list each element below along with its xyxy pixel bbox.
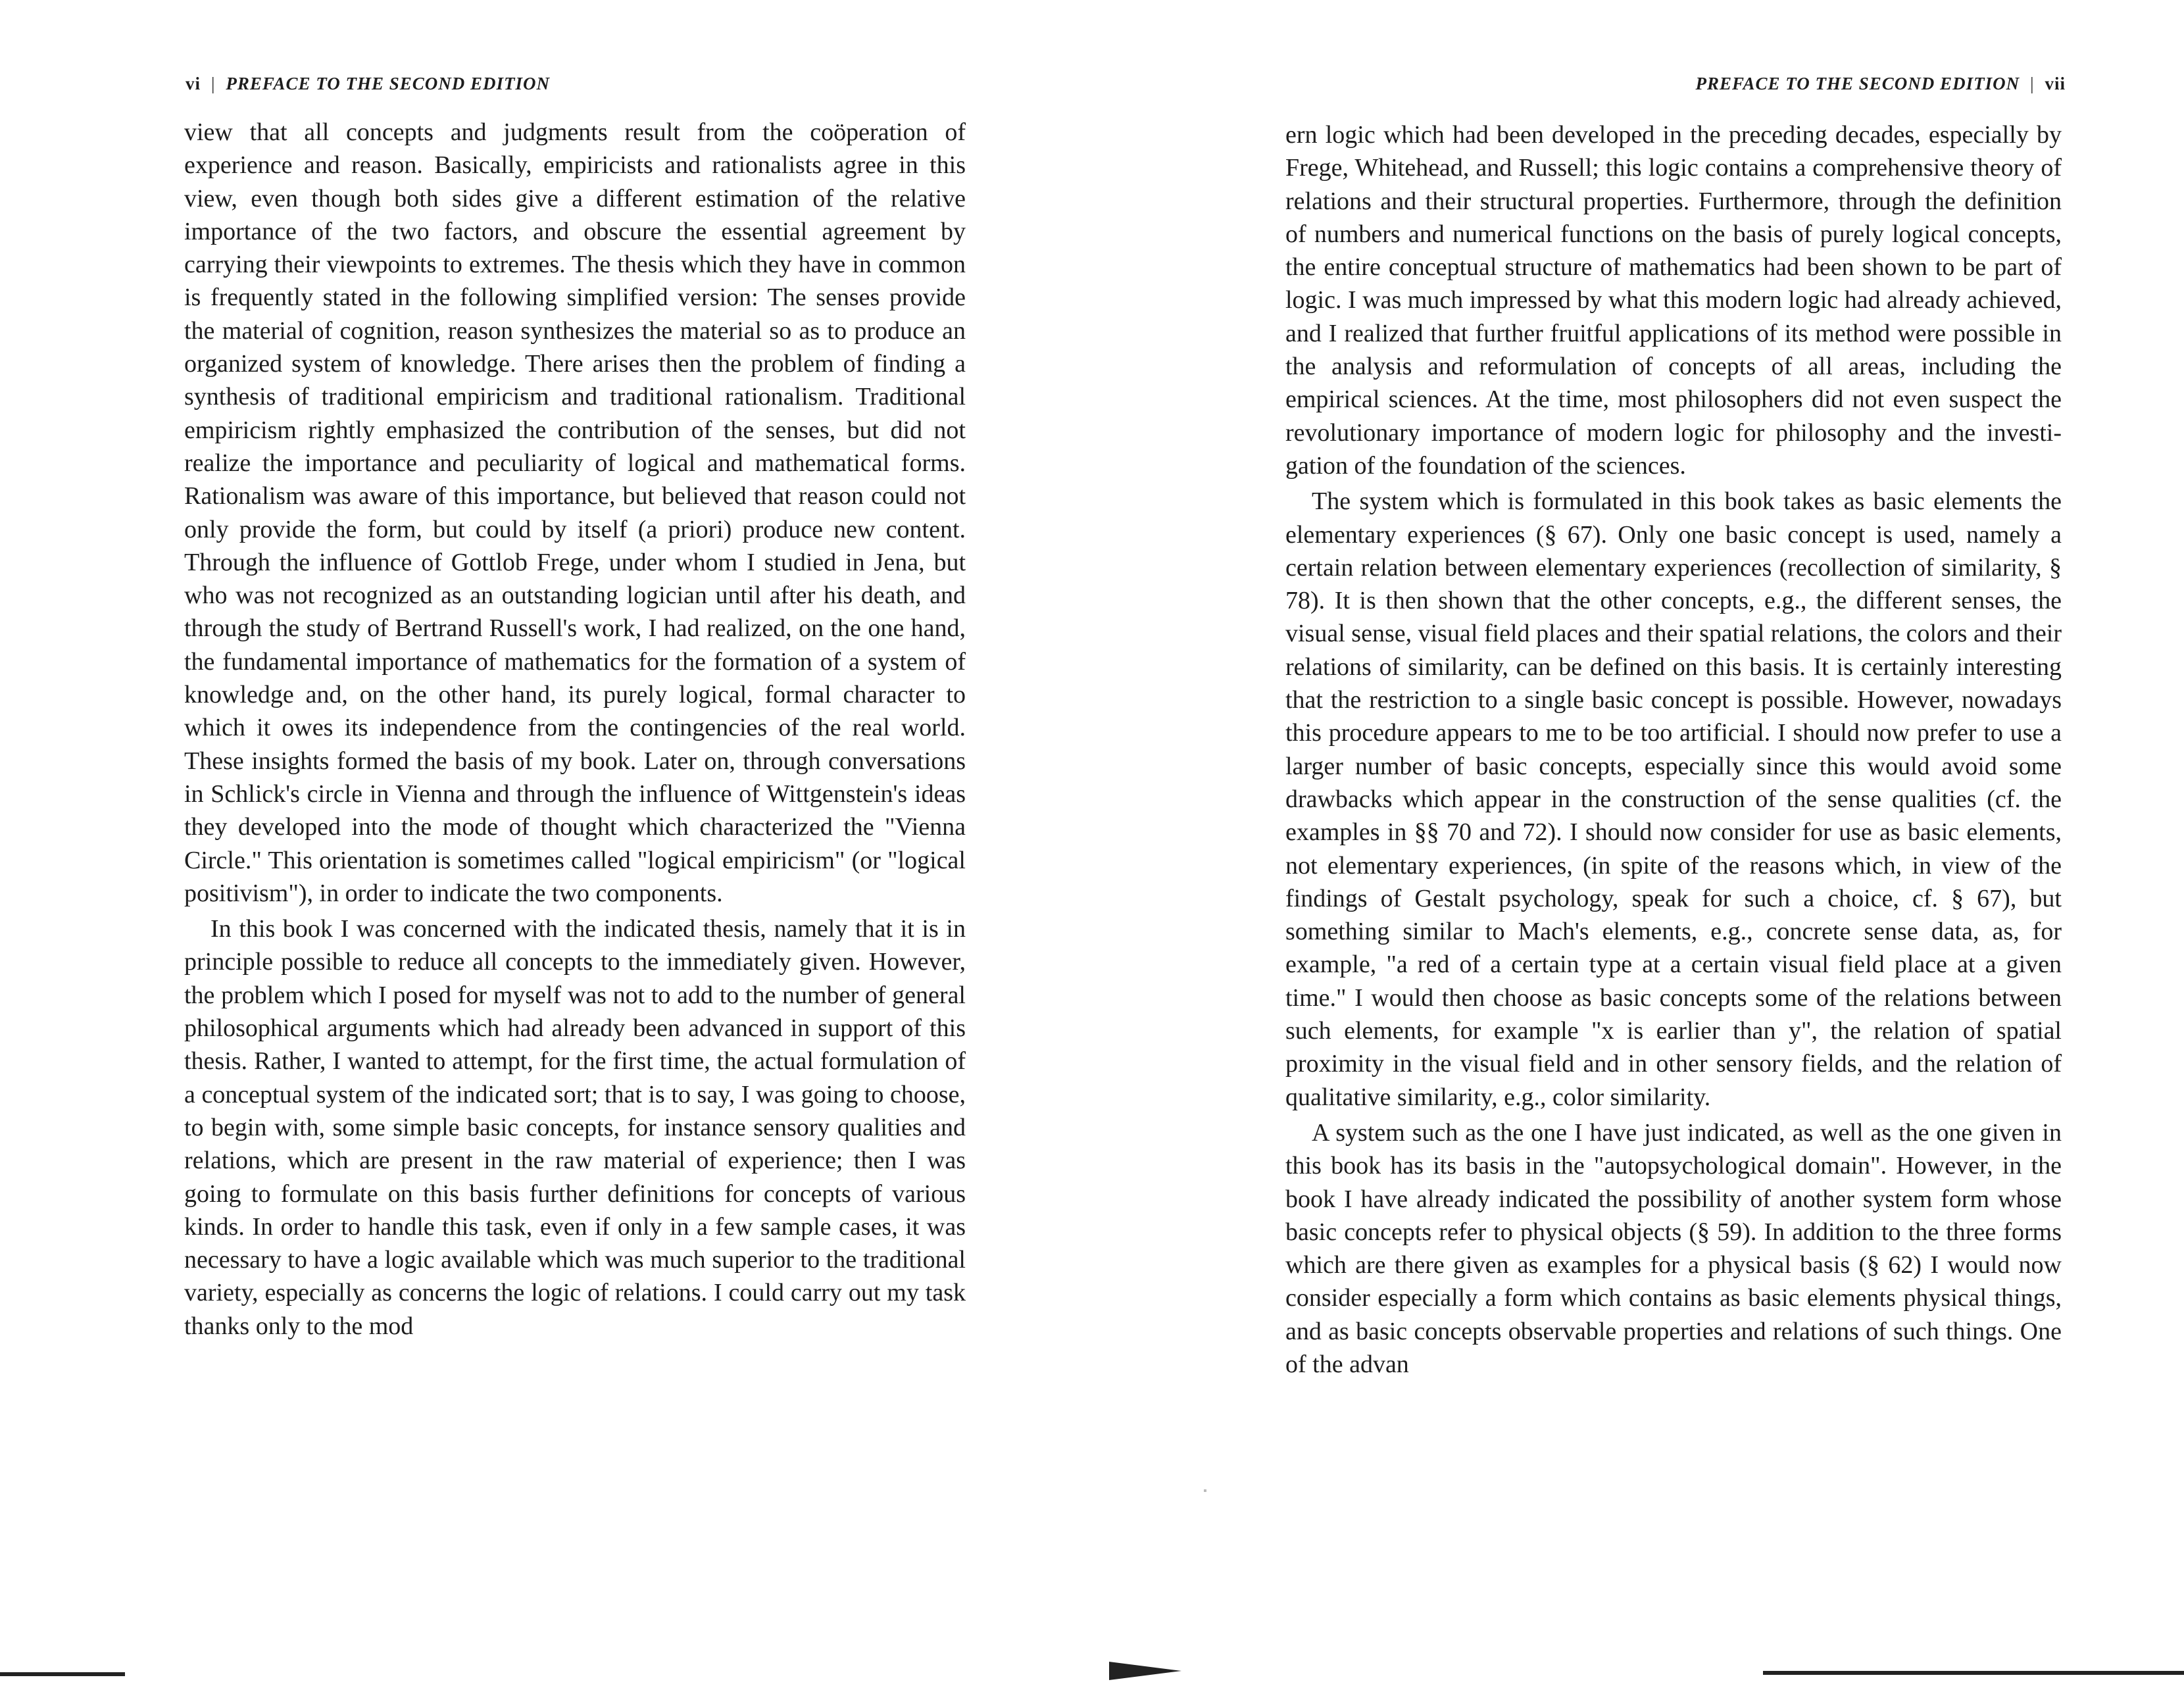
right-body-text bbox=[1285, 118, 2062, 1381]
running-head-left bbox=[186, 74, 550, 94]
running-head-title-left: PREFACE TO THE SECOND EDITION bbox=[226, 74, 551, 93]
page-number-right: vii bbox=[2045, 74, 2066, 93]
running-head-right bbox=[1695, 74, 2066, 94]
page-number-left: vi bbox=[186, 74, 201, 93]
right-page bbox=[1092, 0, 2184, 1688]
paragraph: A system such as the one I have just indicated, as well as the one given in this book has its basis in the "autopsychological domain". However, in the book I have already indicated the possibility of another system form whose basic concepts refer to physical objects (§ 59). In addition to the three forms which are there given as examples for a physical basis (§ 62) I would now consider especially a form which contains as basic elements physical things, and as basic concepts observable properties and relations of such things. One of the advan bbox=[1285, 1118, 2062, 1378]
header-separator-left: | bbox=[211, 74, 216, 93]
scan-speck bbox=[1204, 1489, 1206, 1492]
gutter-marker bbox=[1109, 1662, 1181, 1680]
left-body-text bbox=[184, 116, 966, 1343]
running-head-title-right: PREFACE TO THE SECOND EDITION bbox=[1695, 74, 2020, 93]
paragraph: ern logic which had been developed in the preceding decades, especially by Frege, Whitehead, and Russell; this logic contains a comprehensive theory of relations and their structural properties. Furthermore, through the definition of numbers and numerical functions on the basis of purely logical concepts, the entire conceptual structure of mathematics had been shown to be part of logic. I was much impressed by what this modern logic had already achieved, and I realized that further fruitful applications of its method were possible in the analysis and reformulation of concepts of all areas, including the empirical sciences. At the time, most philosophers did not even suspect the revolutionary importance of modern logic for philosophy and the investigation of the foundation of the sciences. bbox=[1285, 121, 2062, 480]
scan-edge-rule-right bbox=[1763, 1671, 2184, 1675]
header-separator-right: | bbox=[2030, 74, 2035, 93]
paragraph: The system which is formulated in this book takes as basic elements the elementary experiences (§ 67). Only one basic concept is used, namely a certain relation between elementary experiences (recollection of similarity, § 78). It is then shown that the other concepts, e.g., the different senses, the visual sense, visual field places and their spatial relations, the colors and their relations of similarity, can be defined on this basis. It is certainly interesting that the restriction to a single basic concept is possible. However, nowadays this procedure appears to me to be too artificial. I should now prefer to use a larger number of basic concepts, especially since this would avoid some drawbacks which appear in the construction of the sense qualities (cf. the examples in §§ 70 and 72). I should now consider for use as basic elements, not elementary experiences, (in spite of the reasons which, in view of the findings of Gestalt psychology, speak for such a choice, cf. § 67), but something similar to Mach's elements, e.g., concrete sense data, as, for example, "a red of a certain type at a certain visual field place at a given time." I would then choose as basic concepts some of the relations between such elements, for example "x is earlier than y", the relation of spatial proximity in the visual field and in other sensory fields, and the relation of qualitative similarity, e.g., color similarity. bbox=[1285, 487, 2062, 1111]
paragraph: In this book I was concerned with the indicated thesis, namely that it is in principle possible to reduce all concepts to the immediately given. However, the problem which I posed for myself was not to add to the number of general philosophical arguments which had already been advanced in support of this thesis. Rather, I wanted to attempt, for the first time, the actual formulation of a conceptual system of the indicated sort; that is to say, I was going to choose, to begin with, some simple basic concepts, for instance sensory qualities and relations, which are present in the raw material of experience; then I was going to formulate on this basis further definitions for concepts of various kinds. In order to handle this task, even if only in a few sample cases, it was necessary to have a logic available which was much superior to the traditional variety, especially as concerns the logic of relations. I could carry out my task thanks only to the mod bbox=[184, 915, 966, 1340]
scan-edge-rule-left bbox=[0, 1672, 125, 1676]
paragraph: view that all concepts and judgments result from the coöperation of experience and reason. Basically, empiricists and rationalists agree in this view, even though both sides give a different estimation of the relative importance of the two factors, and obscure the essential agreement by carrying their viewpoints to extremes. The thesis which they have in common is frequently stated in the following simplified version: The senses provide the material of cognition, reason synthesizes the material so as to produce an organized system of knowledge. There arises then the problem of finding a synthesis of traditional empiricism and traditional rationalism. Traditional empiricism rightly emphasized the contribution of the senses, but did not realize the importance and peculiarity of logical and mathematical forms. Rationalism was aware of this importance, but believed that reason could not only provide the form, but could by itself (a priori) produce new content. Through the influence of Gottlob Frege, under whom I studied in Jena, but who was not recognized as an outstanding logician until after his death, and through the study of Bertrand Russell's work, I had realized, on the one hand, the fundamental importance of mathematics for the formation of a system of knowledge and, on the other hand, its purely logical, formal character to which it owes its independence from the contingencies of the real world. These insights formed the basis of my book. Later on, through conversations in Schlick's circle in Vienna and through the influence of Wittgenstein's ideas they developed into the mode of thought which characterized the "Vienna Circle." This orientation is sometimes called "logical empiricism" (or "logical positivism"), in order to indicate the two components. bbox=[184, 118, 966, 907]
